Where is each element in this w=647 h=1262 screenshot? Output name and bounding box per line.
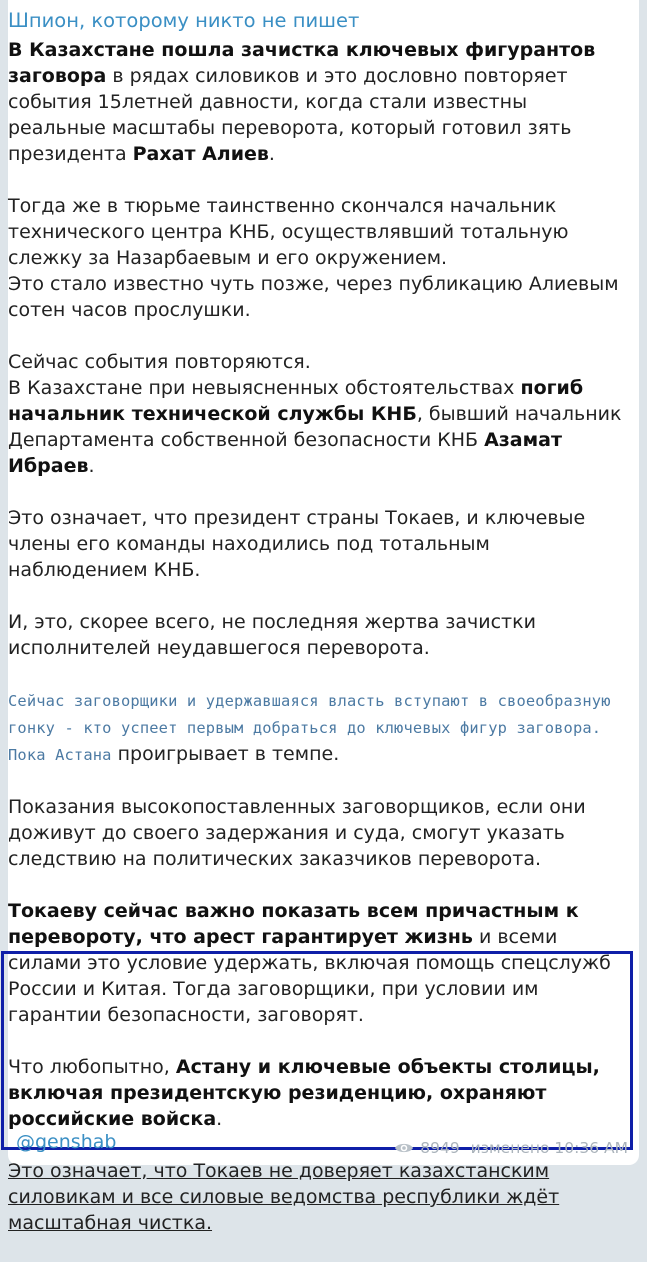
bold-text: Токаеву сейчас важно показать всем причастным к перевороту, что арест гарантирует жизнь [8,900,579,948]
paragraph-7: Показания высокопоставленных заговорщиков, если они доживут до своего задержания и суда, смогут указать следствию на политических заказчиков переворота. [8,796,586,870]
paragraph-3 [8,349,626,479]
text-span: Сейчас события повторяются. [8,351,311,373]
bold-text: погиб начальник технической службы КНБ [8,377,584,425]
text-span: . [268,143,275,165]
channel-author-name[interactable]: Шпион, которому никто не пишет [8,9,360,32]
message-footer [8,1129,628,1155]
text-span: , бывший начальник Департамента собственной безопасности КНБ [8,403,622,451]
text-span: . [88,455,95,477]
paragraph-4: Это означает, что президент страны Токаев, и ключевые члены его команды находились под тотальным наблюдением КНБ. [8,507,586,581]
text-span: проигрывает в темпе. [111,743,340,765]
text-span: . [216,1108,223,1130]
bold-text: Азамат Ибраев [8,429,562,477]
highlight-frame [1,951,633,1150]
views-count: 8949 [420,1139,460,1157]
bold-text: Астану и ключевые объекты столицы, включая президентскую резиденцию, охраняют российские войска [8,1056,600,1130]
underlined-text: Это означает, что Токаев не доверяет казахстанским силовикам и все силовые ведомства республики ждёт масштабная чистка. [8,1160,560,1234]
text-span: в рядах силовиков и это дословно повторяет события 15летней давности, когда стали известны реальные масштабы переворота, который готовил зять президента [8,65,572,165]
bold-text: Рахат Алиев [132,143,269,165]
text-span: Это стало известно чуть позже, через публикацию Алиевым сотен часов прослушки. [8,273,619,321]
message-meta [394,1135,628,1163]
text-span: В Казахстане при невыясненных обстоятельствах [8,377,521,399]
paragraph-6 [8,687,626,768]
monospace-text: Сейчас заговорщики и удержавшаяся власть вступают в своеобразную гонку - кто успеет первым добраться до ключевых фигур заговора. Пока Астана [8,692,611,764]
text-span: и всеми силами это условие удержать, включая помощь спецслужб России и Китая. Тогда заговорщики, при условии им гарантии безопасности, заговорят. [8,926,611,1026]
paragraph-2 [8,193,626,323]
text-span: Тогда же в тюрьме таинственно скончался начальник технического центра КНБ, осуществлявший тотальную слежку за Назарбаевым и его окружением. [8,195,569,269]
paragraph-1 [8,37,626,167]
paragraph-5: И, это, скорее всего, не последняя жертва зачистки исполнителей неудавшегося переворота. [8,611,536,659]
channel-tag-link[interactable]: @genshab [16,1131,117,1153]
paragraph-10 [8,1158,626,1236]
text-span: Что любопытно, [8,1056,176,1078]
edited-timestamp: изменено 10:36 AM [470,1139,628,1157]
eye-icon [394,1137,414,1163]
bold-text: В Казахстане пошла зачистка ключевых фигурантов заговора [8,39,596,87]
